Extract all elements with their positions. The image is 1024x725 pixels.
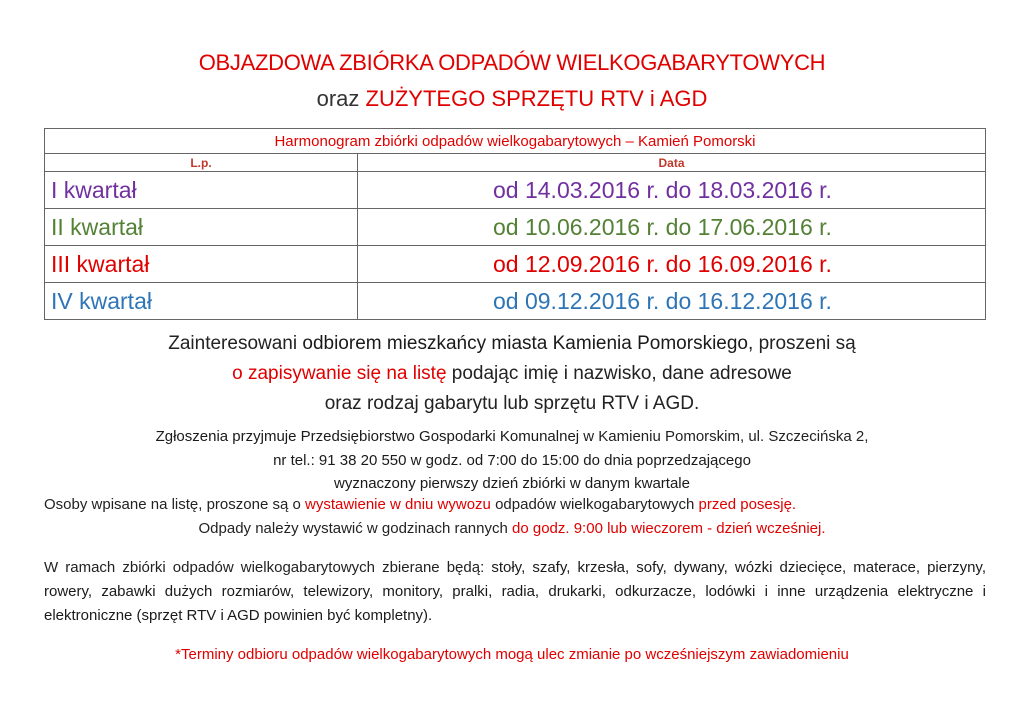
intro-line-3: oraz rodzaj gabarytu lub sprzętu RTV i AGD. <box>324 393 700 414</box>
putout-emphasis: wystawienie w dniu wywozu <box>304 496 491 513</box>
footnote: *Terminy odbioru odpadów wielkogabarytowych mogą ulec zmianie po wcześniejszym zawiadomieniu <box>175 646 849 663</box>
quarter-label: I kwartał <box>45 172 358 209</box>
signup-emphasis: o zapisywanie się na listę <box>232 363 447 384</box>
contact-phone-hours: nr tel.: 91 38 20 550 w godz. od 7:00 do 15:00 do dnia poprzedzającego <box>273 452 751 469</box>
contact-line-1 <box>0 428 1024 445</box>
quarter-dates: od 09.12.2016 r. do 16.12.2016 r. <box>358 283 986 320</box>
poster-title: OBJAZDOWA ZBIÓRKA ODPADÓW WIELKOGABARYTOWYCH <box>198 50 826 75</box>
putout-time: do godz. 9:00 lub wieczorem - dzień wcześniej. <box>512 520 826 537</box>
intro-text: proszeni są <box>753 333 856 354</box>
subtitle-prefix: oraz <box>316 86 366 111</box>
putout-emphasis: przed posesję. <box>698 496 797 513</box>
poster-subtitle <box>0 86 1024 112</box>
intro-text: Zainteresowani <box>168 333 303 354</box>
contact-text: , <box>864 428 869 445</box>
putout-line-1 <box>44 496 944 513</box>
items-list: stoły, szafy, krzesła, sofy, dywany, wózki dziecięce, materace, pierzyny, rowery, zabawki dużych rozmiarów, telewizory, monitory, pralki, radia, drukarki, odkurzacze, lodówki i inne urządzenia elektryczne i elektroniczne (sprzęt RTV i AGD powinien być kompletny). <box>44 559 986 624</box>
items-lead: W ramach zbiórki odpadów wielkogabarytowych zbierane będą: <box>44 559 492 576</box>
schedule-title: Harmonogram zbiórki odpadów wielkogabarytowych – Kamień Pomorski <box>45 129 986 154</box>
table-row <box>45 172 986 209</box>
putout-text: Odpady należy wystawić w godzinach rannych <box>198 520 512 537</box>
column-header-data: Data <box>358 154 986 172</box>
quarter-dates: od 14.03.2016 r. do 18.03.2016 r. <box>358 172 986 209</box>
column-header-lp: L.p. <box>45 154 358 172</box>
intro-line-2 <box>0 363 1024 385</box>
table-row <box>45 246 986 283</box>
putout-text: Osoby wpisane na listę, proszone są o <box>44 496 305 513</box>
intro-emphasis: odbiorem mieszkańcy miasta Kamienia Pomorskiego, <box>302 333 754 354</box>
putout-text: odpadów wielkogabarytowych <box>490 496 699 513</box>
quarter-dates: od 12.09.2016 r. do 16.09.2016 r. <box>358 246 986 283</box>
intro-line-1 <box>0 333 1024 355</box>
intro-text: podając imię i nazwisko, dane adresowe <box>446 363 792 384</box>
quarter-label: IV kwartał <box>45 283 358 320</box>
table-row <box>45 209 986 246</box>
schedule-table <box>44 128 986 320</box>
subtitle-highlight: ZUŻYTEGO SPRZĘTU RTV i AGD <box>365 86 708 111</box>
contact-deadline: wyznaczony pierwszy dzień zbiórki w danym kwartale <box>334 475 690 492</box>
quarter-dates: od 10.06.2016 r. do 17.06.2016 r. <box>358 209 986 246</box>
quarter-label: II kwartał <box>45 209 358 246</box>
collected-items-paragraph <box>44 556 986 628</box>
putout-line-2 <box>0 520 1024 537</box>
quarter-label: III kwartał <box>45 246 358 283</box>
table-row <box>45 283 986 320</box>
company-address: w Kamieniu Pomorskim, ul. Szczecińska 2 <box>579 428 865 445</box>
company-name: Zgłoszenia przyjmuje Przedsiębiorstwo Gospodarki Komunalnej <box>155 428 580 445</box>
